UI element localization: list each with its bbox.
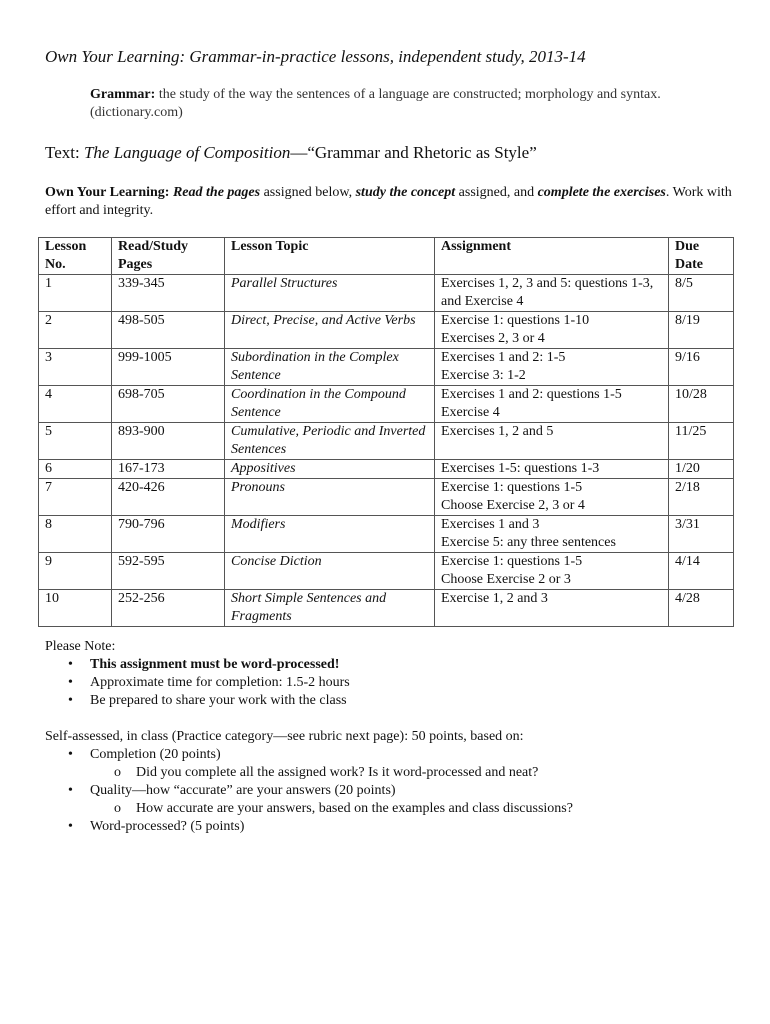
header-due-date: Due Date: [669, 238, 734, 275]
assignment-line: Choose Exercise 2 or 3: [441, 572, 571, 587]
header-lesson-no: Lesson No.: [39, 238, 112, 275]
list-item: [68, 818, 735, 836]
cell-topic: Parallel Structures: [225, 275, 435, 312]
cell-assignment: [435, 423, 669, 460]
please-note-section: [45, 638, 735, 710]
table-row: [39, 516, 734, 553]
bullet-icon: •: [68, 819, 73, 834]
grammar-definition: [90, 86, 730, 122]
instruction-complete: complete the exercises: [537, 185, 666, 200]
book-title: The Language of Composition: [83, 143, 291, 162]
table-row: [39, 275, 734, 312]
cell-due-date: 10/28: [669, 386, 734, 423]
cell-due-date: 8/19: [669, 312, 734, 349]
assignment-line: Exercise 1: questions 1-5: [441, 480, 583, 495]
instruction-text: . Work with effort and integrity.: [45, 185, 732, 218]
criterion-label: Word-processed? (5 points): [90, 819, 245, 834]
assignment-line: Exercises 1, 2 and 5: [441, 424, 554, 439]
assignment-line: Exercise 1: questions 1-10: [441, 313, 590, 328]
text-reference: [45, 143, 537, 163]
cell-assignment: [435, 460, 669, 479]
table-row: [39, 386, 734, 423]
cell-lesson-no: 2: [39, 312, 112, 349]
cell-due-date: 9/16: [669, 349, 734, 386]
criterion-label: Completion (20 points): [90, 747, 221, 762]
please-note-list: [45, 656, 735, 710]
definition-text: the study of the way the sentences of a language are constructed; morphology and syntax. (dictionary.com): [90, 87, 661, 120]
sub-item: [90, 764, 735, 782]
criterion-question: How accurate are your answers, based on the examples and class discussions?: [136, 801, 573, 816]
instruction-read: Read the pages: [172, 185, 261, 200]
cell-lesson-no: 4: [39, 386, 112, 423]
table-row: [39, 349, 734, 386]
cell-lesson-no: 5: [39, 423, 112, 460]
assignment-line: Exercises 2, 3 or 4: [441, 331, 545, 346]
cell-assignment: [435, 312, 669, 349]
assignment-line: Exercises 1-5: questions 1-3: [441, 461, 600, 476]
table-row: [39, 479, 734, 516]
list-item: [68, 782, 735, 818]
assignment-line: Exercises 1 and 2: 1-5: [441, 350, 566, 365]
cell-assignment: [435, 275, 669, 312]
cell-topic: Cumulative, Periodic and Inverted Sentences: [225, 423, 435, 460]
definition-term: Grammar:: [90, 87, 156, 102]
cell-due-date: 4/28: [669, 590, 734, 627]
cell-due-date: 4/14: [669, 553, 734, 590]
note-text: This assignment must be word-processed!: [90, 657, 340, 672]
instructions-lead: Own Your Learning:: [45, 185, 170, 200]
cell-topic: Short Simple Sentences and Fragments: [225, 590, 435, 627]
bullet-icon: •: [68, 675, 73, 690]
cell-topic: Coordination in the Compound Sentence: [225, 386, 435, 423]
table-row: [39, 423, 734, 460]
cell-lesson-no: 10: [39, 590, 112, 627]
cell-pages: 592-595: [112, 553, 225, 590]
cell-pages: 252-256: [112, 590, 225, 627]
criterion-question: Did you complete all the assigned work? Is it word-processed and neat?: [136, 765, 539, 780]
assignment-line: Exercises 1 and 2: questions 1-5: [441, 387, 622, 402]
cell-lesson-no: 7: [39, 479, 112, 516]
self-assessed-section: [45, 728, 735, 836]
bullet-icon: •: [68, 783, 73, 798]
header-pages: Read/Study Pages: [112, 238, 225, 275]
note-text: Be prepared to share your work with the class: [90, 693, 347, 708]
cell-assignment: [435, 553, 669, 590]
cell-pages: 339-345: [112, 275, 225, 312]
table-row: [39, 460, 734, 479]
list-item: [68, 674, 735, 692]
cell-topic: Modifiers: [225, 516, 435, 553]
header-topic: Lesson Topic: [225, 238, 435, 275]
cell-pages: 790-796: [112, 516, 225, 553]
text-prefix: Text:: [45, 143, 84, 162]
cell-topic: Subordination in the Complex Sentence: [225, 349, 435, 386]
document-title: Own Your Learning: Grammar-in-practice lessons, independent study, 2013-14: [45, 47, 586, 66]
assignment-line: Exercises 1 and 3: [441, 517, 540, 532]
cell-due-date: 3/31: [669, 516, 734, 553]
cell-assignment: [435, 386, 669, 423]
instruction-study: study the concept: [355, 185, 456, 200]
cell-lesson-no: 8: [39, 516, 112, 553]
please-note-heading: Please Note:: [45, 639, 116, 654]
table-row: [39, 590, 734, 627]
sub-item: [90, 800, 735, 818]
circle-bullet-icon: o: [114, 765, 121, 780]
table-header-row: [39, 238, 734, 275]
assignment-line: Exercise 1: questions 1-5: [441, 554, 583, 569]
list-item: [68, 656, 735, 674]
assignment-line: Exercises 1, 2, 3 and 5: questions 1-3, and Exercise 4: [441, 276, 654, 309]
cell-lesson-no: 3: [39, 349, 112, 386]
instruction-text: assigned, and: [455, 185, 538, 200]
list-item: [68, 746, 735, 782]
bullet-icon: •: [68, 693, 73, 708]
header-assignment: Assignment: [435, 238, 669, 275]
table-body: [39, 275, 734, 627]
cell-topic: Direct, Precise, and Active Verbs: [225, 312, 435, 349]
note-text: Approximate time for completion: 1.5-2 hours: [90, 675, 350, 690]
instructions-paragraph: [45, 184, 735, 220]
criteria-list: [45, 746, 735, 836]
assignment-line: Exercise 3: 1-2: [441, 368, 526, 383]
assignment-line: Exercise 4: [441, 405, 500, 420]
assignment-line: Exercise 5: any three sentences: [441, 535, 616, 550]
cell-topic: Pronouns: [225, 479, 435, 516]
cell-lesson-no: 1: [39, 275, 112, 312]
cell-lesson-no: 6: [39, 460, 112, 479]
cell-due-date: 8/5: [669, 275, 734, 312]
instruction-text: assigned below,: [260, 185, 356, 200]
cell-assignment: [435, 590, 669, 627]
cell-topic: Concise Diction: [225, 553, 435, 590]
cell-lesson-no: 9: [39, 553, 112, 590]
assignment-line: Exercise 1, 2 and 3: [441, 591, 548, 606]
cell-due-date: 1/20: [669, 460, 734, 479]
self-assessed-heading: Self-assessed, in class (Practice category—see rubric next page): 50 points, based on:: [45, 729, 524, 744]
cell-due-date: 2/18: [669, 479, 734, 516]
cell-pages: 420-426: [112, 479, 225, 516]
lessons-table: [38, 237, 734, 627]
circle-bullet-icon: o: [114, 801, 121, 816]
list-item: [68, 692, 735, 710]
table-row: [39, 553, 734, 590]
cell-topic: Appositives: [225, 460, 435, 479]
bullet-icon: •: [68, 657, 73, 672]
cell-pages: 498-505: [112, 312, 225, 349]
criterion-label: Quality—how “accurate” are your answers (20 points): [90, 783, 396, 798]
table-row: [39, 312, 734, 349]
cell-assignment: [435, 349, 669, 386]
cell-assignment: [435, 516, 669, 553]
cell-due-date: 11/25: [669, 423, 734, 460]
chapter-title: —“Grammar and Rhetoric as Style”: [290, 143, 537, 162]
bullet-icon: •: [68, 747, 73, 762]
cell-pages: 999-1005: [112, 349, 225, 386]
cell-pages: 167-173: [112, 460, 225, 479]
cell-pages: 698-705: [112, 386, 225, 423]
assignment-line: Choose Exercise 2, 3 or 4: [441, 498, 585, 513]
cell-pages: 893-900: [112, 423, 225, 460]
cell-assignment: [435, 479, 669, 516]
